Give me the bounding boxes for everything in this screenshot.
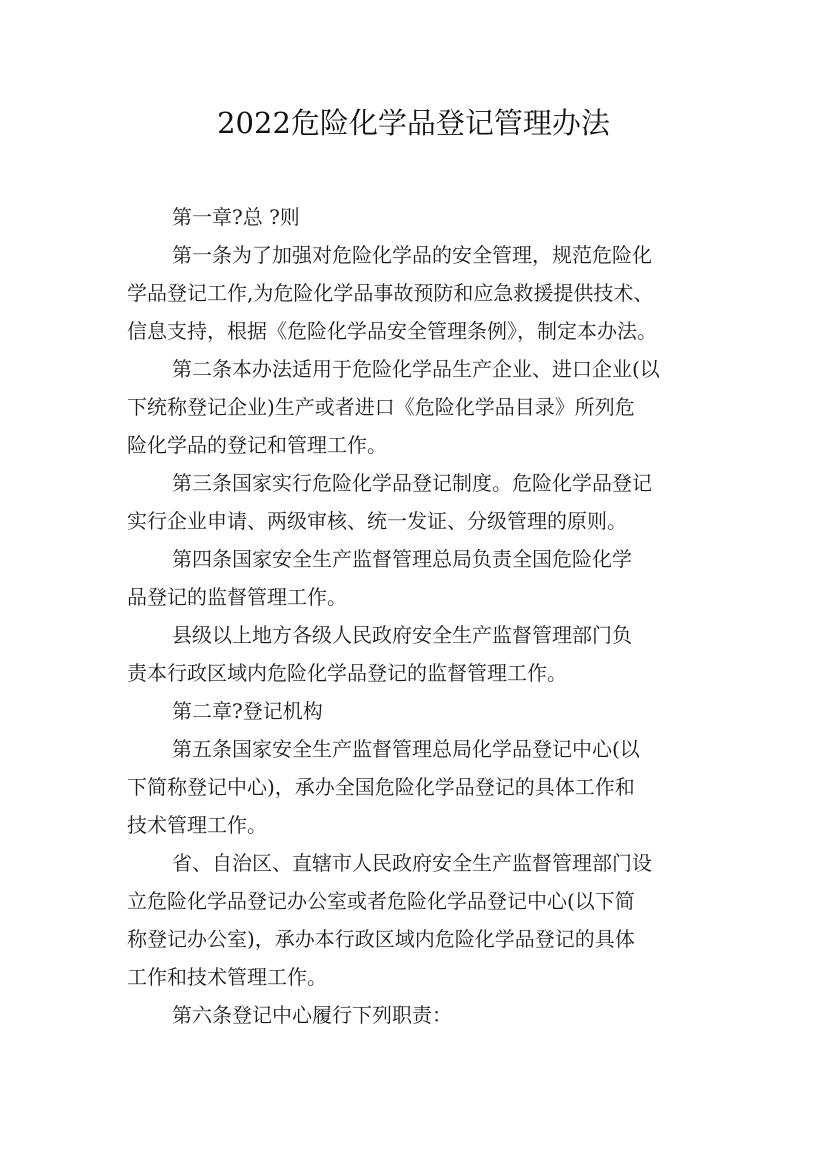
text-line: 第六条登记中心履行下列职责： (172, 1003, 452, 1027)
text-line: 品登记的监督管理工作。 (127, 585, 347, 609)
text-line: 第一章?总 ?则 (172, 205, 300, 229)
text-line: 工作和技术管理工作。 (127, 965, 327, 989)
text-line: 第二条本办法适用于危险化学品生产企业、进口企业(以 (172, 357, 660, 381)
text-line: 第二章?登记机构 (172, 699, 323, 723)
text-line: 省、自治区、直辖市人民政府安全生产监督管理部门设 (172, 851, 652, 875)
text-line: 责本行政区域内危险化学品登记的监督管理工作。 (127, 661, 567, 685)
document-body (127, 198, 707, 1034)
text-line: 下简称登记中心)，承办全国危险化学品登记的具体工作和 (127, 775, 635, 799)
text-line: 立危险化学品登记办公室或者危险化学品登记中心(以下简 (127, 889, 635, 913)
text-line: 县级以上地方各级人民政府安全生产监督管理部门负 (172, 623, 632, 647)
text-line: 第三条国家实行危险化学品登记制度。危险化学品登记 (172, 471, 652, 495)
text-line: 险化学品的登记和管理工作。 (127, 433, 387, 457)
text-line: 第一条为了加强对危险化学品的安全管理，规范危险化 (172, 243, 652, 267)
text-line: 学品登记工作,为危险化学品事故预防和应急救援提供技术、 (127, 281, 654, 305)
text-line: 信息支持，根据《危险化学品安全管理条例》，制定本办法。 (127, 319, 657, 343)
text-line: 技术管理工作。 (127, 813, 267, 837)
document-title: 2022危险化学品登记管理办法 (217, 106, 610, 140)
text-line: 实行企业申请、两级审核、统一发证、分级管理的原则。 (127, 509, 627, 533)
text-line: 第五条国家安全生产监督管理总局化学品登记中心(以 (172, 737, 640, 761)
text-line: 称登记办公室)，承办本行政区域内危险化学品登记的具体 (127, 927, 635, 951)
text-line: 下统称登记企业)生产或者进口《危险化学品目录》所列危 (127, 395, 635, 419)
text-line: 第四条国家安全生产监督管理总局负责全国危险化学 (172, 547, 632, 571)
